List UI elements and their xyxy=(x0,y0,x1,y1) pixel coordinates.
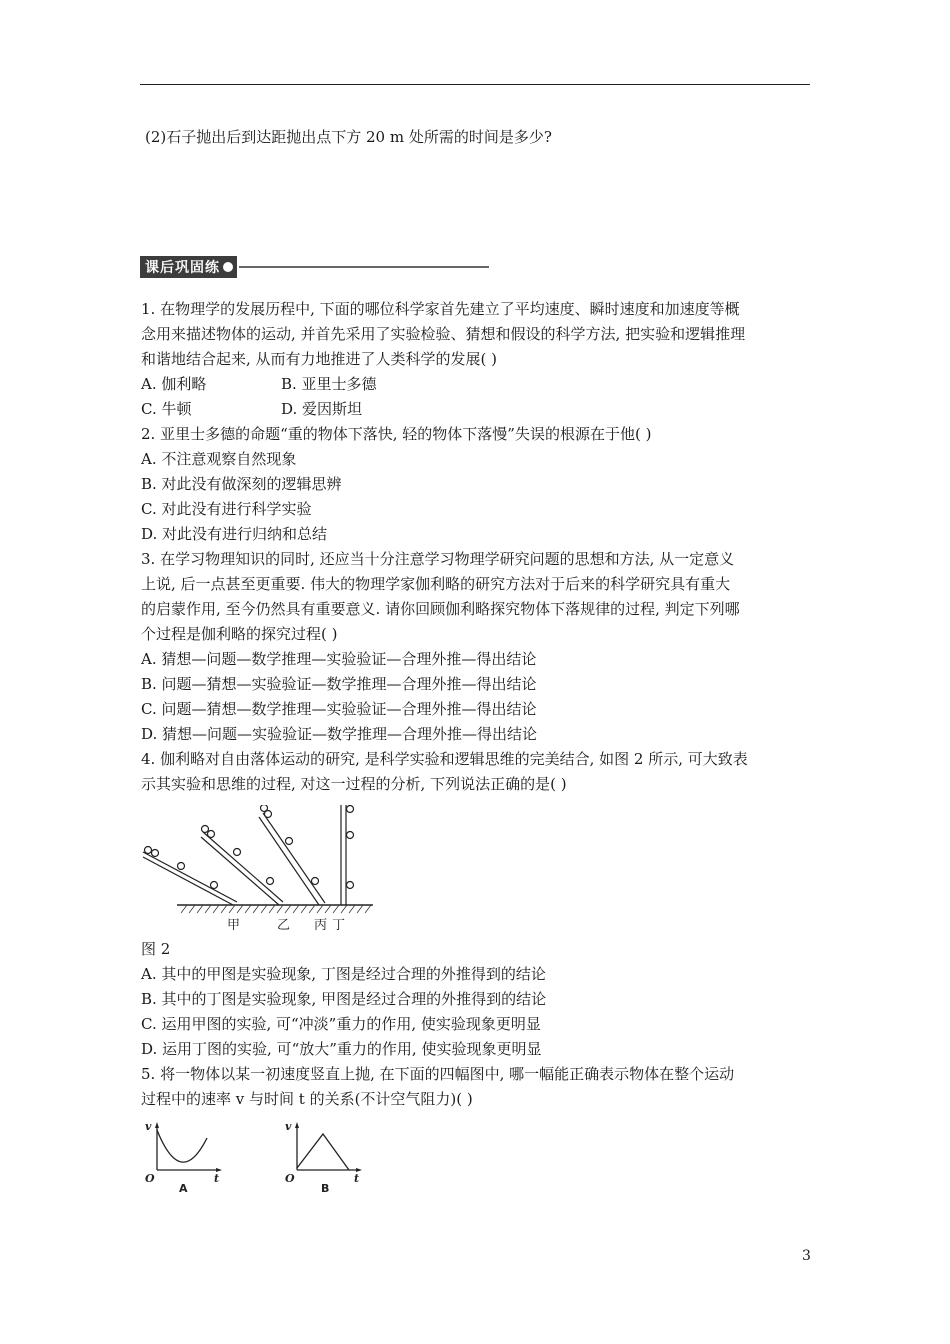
q4-stem-line: 4. 伽利略对自由落体运动的研究, 是科学实验和逻辑思维的完美结合, 如图 2 所示, 可大致表 xyxy=(141,750,748,768)
q1-stem-line: 念用来描述物体的运动, 并首先采用了实验检验、猜想和假设的科学方法, 把实验和逻辑推理 xyxy=(141,325,746,343)
question-5 xyxy=(141,1062,811,1200)
question-3 xyxy=(141,547,811,747)
label-bing: 丙 xyxy=(314,918,328,933)
q1-stem-line: 和谐地结合起来, 从而有力地推进了人类科学的发展( ) xyxy=(141,350,498,368)
page-number: 3 xyxy=(802,1248,811,1264)
q1-options-row xyxy=(141,372,811,397)
incline-jia xyxy=(143,847,237,906)
bullet-dot-icon xyxy=(223,262,233,272)
figure-caption: 图 2 xyxy=(141,940,171,958)
graph-b xyxy=(295,1122,362,1172)
q4-option-a: A. 其中的甲图是实验现象, 丁图是经过合理的外推得到的结论 xyxy=(141,965,546,983)
graph-a-origin: O xyxy=(145,1172,155,1185)
graph-b-t-label: t xyxy=(354,1172,360,1185)
q3-stem-line: 3. 在学习物理知识的同时, 还应当十分注意学习物理学研究问题的思想和方法, 从一定意义 xyxy=(141,550,735,568)
q1-option-a: A. 伽利略 xyxy=(141,375,207,393)
vt-graphs xyxy=(141,1120,811,1200)
graph-a xyxy=(155,1122,222,1172)
q2-option-a: A. 不注意观察自然现象 xyxy=(141,450,297,468)
q3-option-d: D. 猜想—问题—实验验证—数学推理—合理外推—得出结论 xyxy=(141,725,538,743)
prev-question-part: (2)石子抛出后到达距抛出点下方 20 m 处所需的时间是多少? xyxy=(145,128,552,146)
graph-a-t-label: t xyxy=(214,1172,220,1185)
graph-a-label: A xyxy=(179,1182,188,1195)
q4-option-c: C. 运用甲图的实验, 可“冲淡”重力的作用, 使实验现象更明显 xyxy=(141,1015,541,1033)
q2-stem: 2. 亚里士多德的命题“重的物体下落快, 轻的物体下落慢”失误的根源在于他( ) xyxy=(141,425,652,443)
q3-option-c: C. 问题—猜想—数学推理—实验验证—合理外推—得出结论 xyxy=(141,700,537,718)
label-yi: 乙 xyxy=(277,918,291,933)
q3-stem-line: 的启蒙作用, 至今仍然具有重要意义. 请你回顾伽利略探究物体下落规律的过程, 判定下列哪 xyxy=(141,600,740,618)
vt-graph-svg xyxy=(141,1120,381,1200)
question-4 xyxy=(141,747,811,1062)
q1-options-row xyxy=(141,397,811,422)
q5-stem-line: 5. 将一物体以某一初速度竖直上抛, 在下面的四幅图中, 哪一幅能正确表示物体在整个运动 xyxy=(141,1065,735,1083)
q1-option-d: D. 爱因斯坦 xyxy=(281,400,363,418)
incline-diagram xyxy=(141,805,381,935)
ground-hatch xyxy=(181,905,371,913)
header-rule xyxy=(140,84,810,85)
q2-option-c: C. 对此没有进行科学实验 xyxy=(141,500,312,518)
q4-option-d: D. 运用丁图的实验, 可“放大”重力的作用, 使实验现象更明显 xyxy=(141,1040,542,1058)
galileo-incline-figure xyxy=(141,797,811,937)
label-ding: 丁 xyxy=(332,918,346,933)
label-jia: 甲 xyxy=(227,918,241,933)
graph-b-origin: O xyxy=(285,1172,295,1185)
graph-a-v-label: v xyxy=(145,1120,152,1133)
question-list xyxy=(141,297,811,1200)
question-2 xyxy=(141,422,811,547)
q2-option-b: B. 对此没有做深刻的逻辑思辨 xyxy=(141,475,342,493)
q1-option-b: B. 亚里士多德 xyxy=(281,375,377,393)
q1-stem-line: 1. 在物理学的发展历程中, 下面的哪位科学家首先建立了平均速度、瞬时速度和加速度等概 xyxy=(141,300,740,318)
q1-option-c: C. 牛顿 xyxy=(141,400,192,418)
incline-ding xyxy=(341,805,354,905)
q2-option-d: D. 对此没有进行归纳和总结 xyxy=(141,525,328,543)
section-rule xyxy=(239,266,489,268)
q3-stem-line: 个过程是伽利略的探究过程( ) xyxy=(141,625,338,643)
section-header xyxy=(140,256,489,278)
graph-b-v-label: v xyxy=(285,1120,292,1133)
q4-stem-line: 示其实验和思维的过程, 对这一过程的分析, 下列说法正确的是( ) xyxy=(141,775,567,793)
incline-yi xyxy=(201,826,283,906)
graph-b-label: B xyxy=(321,1182,330,1195)
q3-option-a: A. 猜想—问题—数学推理—实验验证—合理外推—得出结论 xyxy=(141,650,537,668)
question-1 xyxy=(141,297,811,422)
section-title-box xyxy=(140,256,237,278)
q3-option-b: B. 问题—猜想—实验验证—数学推理—合理外推—得出结论 xyxy=(141,675,537,693)
q3-stem-line: 上说, 后一点甚至更重要. 伟大的物理学家伽利略的研究方法对于后来的科学研究具有重大 xyxy=(141,575,731,593)
section-title: 课后巩固练 xyxy=(145,260,220,276)
q4-option-b: B. 其中的丁图是实验现象, 甲图是经过合理的外推得到的结论 xyxy=(141,990,547,1008)
q5-stem-line: 过程中的速率 v 与时间 t 的关系(不计空气阻力)( ) xyxy=(141,1090,473,1108)
